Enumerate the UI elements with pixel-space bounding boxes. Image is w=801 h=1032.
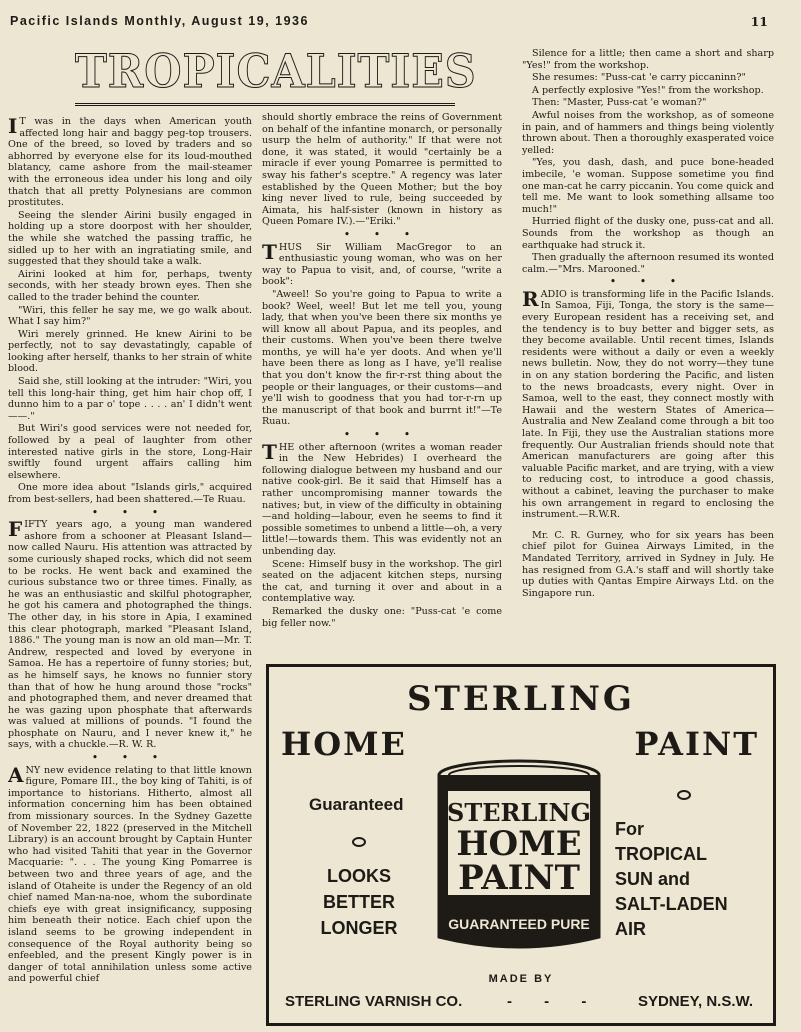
advert-line: SALT-LADEN xyxy=(615,894,728,914)
section-divider: • • • xyxy=(91,751,169,765)
advert-made-by: MADE BY xyxy=(488,973,554,985)
section-divider: • • • xyxy=(91,505,169,519)
paragraph: Seeing the slender Airini busily engaged in holding up a store doorpost with her shoulder, the while she watched the passing traffic, he sidled up to her with an ingratiating smile, and suggested that they should take a walk. xyxy=(8,209,252,268)
advert-line: LONGER xyxy=(320,918,398,938)
advert-line: SUN and xyxy=(615,869,691,889)
advert-line: AIR xyxy=(615,919,646,939)
article-radio xyxy=(522,286,774,521)
advert-line: TROPICAL xyxy=(615,844,707,864)
can-label-line: PAINT xyxy=(458,858,580,898)
column-1 xyxy=(8,116,252,1028)
paragraph: "Wiri, this feller he say me, we go walk about. What I say him?" xyxy=(8,304,252,328)
article-puss-cat xyxy=(262,439,502,630)
advert-line: For xyxy=(615,819,644,839)
advert-company: STERLING VARNISH CO. xyxy=(285,993,463,1010)
can-label-line: HOME xyxy=(456,824,582,864)
drop-cap: T xyxy=(262,239,277,264)
paragraph: Remarked the dusky one: "Puss-cat 'e come big feller now." xyxy=(262,605,502,629)
paragraph: Awful noises from the workshop, as of someone in pain, and of hammers and things being violently thrown about. Then a thoroughly exasperated voice yelled: xyxy=(522,109,774,156)
paint-can-illustration xyxy=(434,757,604,957)
paragraph: Said she, still looking at the intruder: "Wiri, you tell this long-hair thing, get him hair chop off, I dunno him to a par o' tope . . . . an' I didn't went——." xyxy=(8,376,252,422)
running-header xyxy=(10,14,778,36)
paragraph: HE other afternoon (writes a woman reader in the New Hebrides) I overheard the following dialogue between my husband and our native cook-girl. Be it said that Himself has a rather uncompromising manner towards the natives; but, in view of the difficulty in obtaining—and holding—labour, even he seems to find it possible sometimes to unbend a little—oh, a very little!—towards them. This was evidently not an unbending day. xyxy=(262,441,502,557)
paragraph: IFTY years ago, a young man wandered ashore from a schooner at Pleasant Island—now called Nauru. His attention was attracted by some curiously shaped rocks, which did not seem to be rocks. He went back and examined the curious substance two or three times. Finally, as he was an enthusiastic and skilful photographer, he got his camera and photographed the things. The other day, in his store in Apia, I examined this clear photograph, marked "Pleasant Island, 1886." The young man is now an old man—Mr. T. Andrew, respected and loved by everyone in Samoa. He has a repertoire of funny stories; but, as he himself says, he knows no funnier story than that of how he hung around those "rocks" and photographed them, and never dreamed that he was gazing upon phosphate that afterwards was valued at millions of pounds. "I found the phosphate on Nauru, and I never knew it," he says, with a chuckle.—R. W. R. xyxy=(8,519,252,751)
paragraph: should shortly embrace the reins of Government on behalf of the infantine monarch, or personally usurp the helm of authority." If that were not done, it was stated, it would "certainly be a miracle if ever young Pomarree is permitted to sway his father's sceptre." A regency was later established by the Queen Mother; but the boy king never lived to rule, being succeeded by Aimata, his half-sister (known in history as Queen Pomare IV.).—"Eriki." xyxy=(262,112,502,228)
article-macgregor xyxy=(262,239,502,429)
drop-cap: F xyxy=(8,517,23,542)
section-divider: • • • xyxy=(343,428,421,442)
paragraph: But Wiri's good services were not needed for, followed by a peal of laughter from other interested native girls in the store, Long-Hair swiftly found urgent affairs calling him elsewhere. xyxy=(8,423,252,481)
advert-home: HOME xyxy=(281,725,407,763)
page-number: 11 xyxy=(750,14,768,29)
advert-guaranteed: Guaranteed xyxy=(309,795,404,814)
paragraph: Mr. C. R. Gurney, who for six years has been chief pilot for Guinea Airways Limited, in the Mandated Territory, arrived in Sydney in July. He has resigned from G.A.'s staff and will shortly take up duties with Qantas Empire Airways Ltd. on the Singapore run. xyxy=(522,529,774,599)
paragraph: Then: "Master, Puss-cat 'e woman?" xyxy=(532,97,707,109)
advert-paint: PAINT xyxy=(634,725,759,763)
article-long-hair xyxy=(8,116,252,506)
section-masthead xyxy=(75,44,477,106)
article-nauru-phosphate xyxy=(8,519,252,751)
advert-line: LOOKS xyxy=(326,866,391,886)
drop-cap: T xyxy=(262,439,277,464)
paragraph: ADIO is transforming life in the Pacific Islands. In Samoa, Fiji, Tonga, the story is the same—every European resident has a receiving set, and the tendency is to buy better and bigger sets, as they become available. Until recent times, Islands residents were without a daily or even a weekly news bulletin. Now, they do not worry—they tune in on any station bordering the Pacific, and listen to the news broadcasts, every night. Over in Samoa, well to the east, they connect mostly with Hawaii and the western States of America—Australia and New Zealand come through a bit too late. In Fiji, they use the Australian stations more frequently. Our Australian friends should note that American manufacturers are going after this valuable Pacific market, and are trying, with a view to reducing cost, to introduce a good chassis, without a cabinet, leaving the purchaser to make his own arrangement in regard to enclosing the instrument.—R.W.R. xyxy=(522,288,774,521)
paragraph: HUS Sir William MacGregor to an enthusiastic young woman, who was on her way to Papua to visit, and, of course, "write a book": xyxy=(262,241,502,288)
sterling-paint-advert xyxy=(266,664,776,1026)
paragraph: "Aweel! So you're going to Papua to write a book? Weel, weel! But let me tell you, young lady, that when you've been there six months ye will know all about Papua, and its peoples, and their customs. When you've been there twelve months, ye will ha'e yer doots. And when ye'll have been there as long as I have, ye'll realise that you don't know the fir-r-rst thing about the people or their languages, or their customs—and ye'll wish to goodness that you had tor-r-rn up the manuscript of that book and burrnt it!"—Te Ruau. xyxy=(262,288,502,428)
paragraph: NY new evidence relating to that little known figure, Pomare III., the boy king of Tahiti, is of importance to historians. Hitherto, almost all information concerning him has been obtained from missionary sources. In the Sydney Gazette of November 22, 1822 (preserved in the Mitchell Library) is an account brought by Captain Hunter who had visited Tahiti that year in the Governor Macquarie: ". . . The young King Pomarree is between two and three years of age, and the island of Otaheite is under the Regency of an old chief named Man-na-noe, whom the subordinate chiefs eye with great insignificancy, supposing him beneath their notice. Each chief upon the island seems to be growing independent in consequence of the Royal authority being so enfeebled, and the present Kingly power is in danger of total annihilation unless some active and powerful chief xyxy=(8,764,252,985)
advert-dashes: - - - xyxy=(507,993,601,1010)
paragraph: T was in the days when American youth affected long hair and baggy peg-top trousers. One of the breed, so loved by traders and so abhorred by everyone else for its loud-mouthed blatancy, came ashore from the mail-steamer with the erroneous idea under his long and oily thatch that all pretty Polynesians are common prostitutes. xyxy=(8,116,252,209)
paragraph: Silence for a little; then came a short and sharp "Yes!" from the workshop. xyxy=(522,48,774,71)
section-title: TROPICALITIES xyxy=(75,44,477,98)
advert-brand: STERLING xyxy=(407,679,635,719)
paragraph: "Yes, you dash, dash, and puce bone-headed imbecile, 'e woman. Suppose sometime you find one man-cat he carry piccanin. You come quick and tell me. Me want to look something allsame too much!" xyxy=(522,157,774,215)
section-divider: • • • xyxy=(343,227,421,241)
column-3 xyxy=(522,48,774,654)
paragraph: Scene: Himself busy in the workshop. The girl seated on the adjacent kitchen steps, nursing the cat, and turning it over and about in a contemplative way. xyxy=(262,558,502,605)
article-gurney xyxy=(522,530,774,600)
paragraph: Then gradually the afternoon resumed its wonted calm.—"Mrs. Marooned." xyxy=(522,252,774,275)
paragraph: Wiri merely grinned. He knew Airini to be perfectly, not to say devastatingly, capable of looking after herself, thanks to her strain of white blood. xyxy=(8,328,252,375)
paragraph: She resumes: "Puss-cat 'e carry piccaninn?" xyxy=(532,72,746,84)
publication-line: Pacific Islands Monthly, August 19, 1936 xyxy=(10,14,309,28)
paragraph: Airini looked at him for, perhaps, twenty seconds, with her steady brown eyes. Then she called to the trader behind the counter. xyxy=(8,268,252,303)
can-band-text: GUARANTEED PURE xyxy=(448,916,590,932)
section-divider: • • • xyxy=(609,275,687,289)
paragraph: Hurried flight of the dusky one, puss-cat and all. Sounds from the workshop as though an earthquake had struck it. xyxy=(522,216,774,251)
advert-looks-better-longer xyxy=(289,863,429,941)
paragraph: One more idea about "Islands girls," acquired from best-sellers, had been shattered.—Te Ruau. xyxy=(8,482,252,505)
can-label-line: STERLING xyxy=(447,798,591,827)
drop-cap: A xyxy=(8,762,24,787)
advert-line: BETTER xyxy=(323,892,395,912)
drop-cap: I xyxy=(8,116,18,138)
advert-city: SYDNEY, N.S.W. xyxy=(637,993,753,1010)
ring-ornament-icon xyxy=(677,790,691,800)
drop-cap: R xyxy=(522,286,539,311)
ring-ornament-icon xyxy=(352,837,366,847)
paragraph: A perfectly explosive "Yes!" from the workshop. xyxy=(532,84,764,96)
article-pomare xyxy=(8,762,252,985)
column-2 xyxy=(262,112,502,652)
advert-for-tropical xyxy=(615,817,765,942)
